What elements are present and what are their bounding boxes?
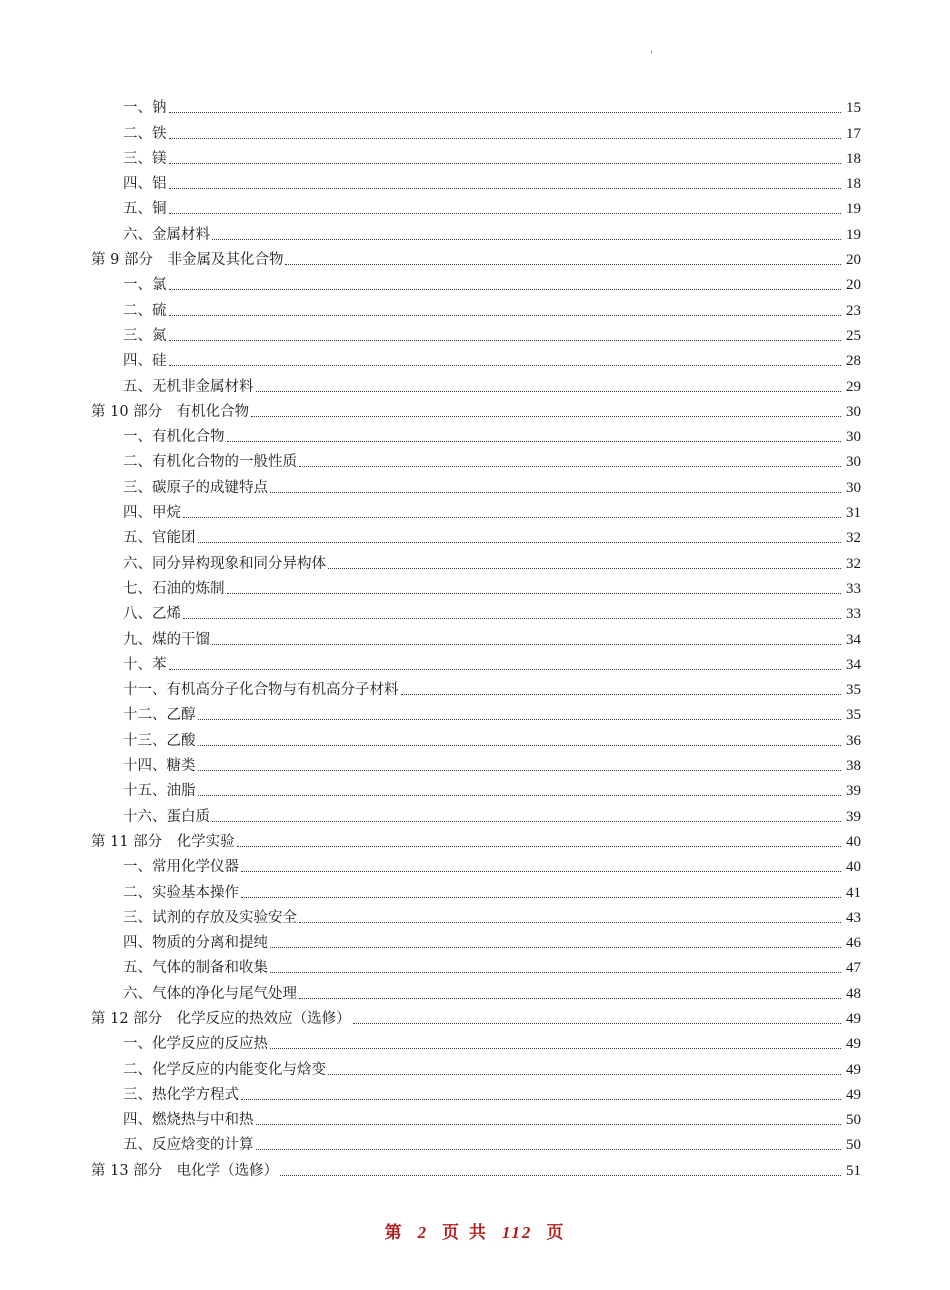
toc-entry-page-number: 29 <box>846 378 861 395</box>
toc-entry-label: 六、同分异构现象和同分异构体 <box>123 555 326 572</box>
toc-entry-page-number: 49 <box>846 1086 861 1103</box>
toc-entry-page-number: 30 <box>846 454 861 471</box>
toc-dot-leader <box>241 1099 841 1100</box>
toc-section-entry[interactable] <box>91 750 861 775</box>
toc-entry-page-number: 35 <box>846 682 861 699</box>
toc-section-entry[interactable] <box>91 370 861 395</box>
toc-dot-leader <box>227 593 842 594</box>
toc-dot-leader <box>227 441 842 442</box>
table-of-contents <box>91 92 861 1180</box>
toc-entry-page-number: 49 <box>846 1036 861 1053</box>
toc-entry-page-number: 40 <box>846 833 861 850</box>
toc-entry-page-number: 40 <box>846 859 861 876</box>
toc-dot-leader <box>198 795 842 796</box>
toc-entry-page-number: 25 <box>846 327 861 344</box>
toc-entry-label: 五、反应焓变的计算 <box>123 1137 254 1154</box>
toc-dot-leader <box>237 846 841 847</box>
toc-entry-label: 六、金属材料 <box>123 226 210 243</box>
footer-suffix: 页 <box>546 1223 566 1243</box>
toc-entry-page-number: 20 <box>846 277 861 294</box>
toc-entry-page-number: 47 <box>846 960 861 977</box>
toc-dot-leader <box>256 1124 842 1125</box>
toc-entry-label: 第 13 部分 电化学（选修） <box>91 1162 279 1179</box>
toc-section-entry[interactable] <box>91 775 861 800</box>
toc-section-entry[interactable] <box>91 471 861 496</box>
toc-dot-leader <box>212 644 841 645</box>
toc-dot-leader <box>198 542 842 543</box>
toc-section-entry[interactable] <box>91 320 861 345</box>
toc-entry-label: 五、铜 <box>123 201 167 218</box>
footer-total-pages: 112 <box>501 1223 533 1242</box>
toc-dot-leader <box>270 972 841 973</box>
toc-dot-leader <box>183 618 841 619</box>
toc-entry-page-number: 31 <box>846 505 861 522</box>
toc-dot-leader <box>299 922 841 923</box>
toc-entry-label: 四、甲烷 <box>123 505 181 522</box>
toc-entry-label: 二、铁 <box>123 125 167 142</box>
toc-section-entry[interactable] <box>91 724 861 749</box>
toc-section-entry[interactable] <box>91 522 861 547</box>
toc-entry-label: 三、镁 <box>123 150 167 167</box>
toc-entry-label: 八、乙烯 <box>123 606 181 623</box>
toc-entry-label: 五、无机非金属材料 <box>123 378 254 395</box>
toc-entry-label: 一、化学反应的反应热 <box>123 1036 268 1053</box>
toc-entry-label: 一、钠 <box>123 100 167 117</box>
toc-entry-page-number: 51 <box>846 1162 861 1179</box>
toc-entry-page-number: 41 <box>846 884 861 901</box>
toc-entry-page-number: 20 <box>846 252 861 269</box>
toc-section-entry[interactable] <box>91 193 861 218</box>
toc-entry-label: 二、硫 <box>123 302 167 319</box>
toc-section-entry[interactable] <box>91 952 861 977</box>
toc-dot-leader <box>169 213 842 214</box>
toc-section-entry[interactable] <box>91 623 861 648</box>
toc-section-entry[interactable] <box>91 1079 861 1104</box>
toc-dot-leader <box>169 365 842 366</box>
toc-entry-label: 四、物质的分离和提纯 <box>123 935 268 952</box>
toc-dot-leader <box>169 188 842 189</box>
toc-dot-leader <box>212 821 841 822</box>
toc-entry-label: 六、气体的净化与尾气处理 <box>123 985 297 1002</box>
toc-entry-page-number: 30 <box>846 479 861 496</box>
toc-section-entry[interactable] <box>91 143 861 168</box>
toc-entry-page-number: 50 <box>846 1137 861 1154</box>
toc-dot-leader <box>328 568 841 569</box>
toc-entry-page-number: 23 <box>846 302 861 319</box>
toc-section-entry[interactable] <box>91 573 861 598</box>
toc-section-entry[interactable] <box>91 1028 861 1053</box>
toc-section-entry[interactable] <box>91 927 861 952</box>
toc-chapter-entry[interactable] <box>91 244 861 269</box>
toc-section-entry[interactable] <box>91 446 861 471</box>
toc-chapter-entry[interactable] <box>91 1003 861 1028</box>
toc-entry-label: 十五、油脂 <box>123 783 196 800</box>
toc-section-entry[interactable] <box>91 345 861 370</box>
toc-section-entry[interactable] <box>91 699 861 724</box>
toc-section-entry[interactable] <box>91 977 861 1002</box>
toc-entry-label: 七、石油的炼制 <box>123 580 225 597</box>
toc-chapter-entry[interactable] <box>91 396 861 421</box>
toc-dot-leader <box>198 770 842 771</box>
toc-entry-label: 五、气体的制备和收集 <box>123 960 268 977</box>
toc-dot-leader <box>169 112 842 113</box>
toc-section-entry[interactable] <box>91 421 861 446</box>
toc-dot-leader <box>169 340 842 341</box>
toc-entry-page-number: 33 <box>846 580 861 597</box>
toc-entry-page-number: 49 <box>846 1010 861 1027</box>
toc-section-entry[interactable] <box>91 168 861 193</box>
toc-entry-label: 三、热化学方程式 <box>123 1086 239 1103</box>
toc-dot-leader <box>299 998 841 999</box>
toc-entry-label: 一、氯 <box>123 277 167 294</box>
toc-dot-leader <box>169 138 842 139</box>
toc-entry-page-number: 39 <box>846 808 861 825</box>
toc-entry-label: 三、碳原子的成键特点 <box>123 479 268 496</box>
toc-entry-label: 四、硅 <box>123 353 167 370</box>
toc-entry-page-number: 19 <box>846 201 861 218</box>
toc-entry-page-number: 43 <box>846 909 861 926</box>
toc-dot-leader <box>212 239 841 240</box>
footer-mid: 页 共 <box>442 1223 488 1243</box>
toc-entry-page-number: 35 <box>846 707 861 724</box>
toc-dot-leader <box>256 391 842 392</box>
toc-entry-label: 十六、蛋白质 <box>123 808 210 825</box>
toc-entry-label: 五、官能团 <box>123 530 196 547</box>
toc-entry-page-number: 28 <box>846 353 861 370</box>
toc-entry-page-number: 19 <box>846 226 861 243</box>
toc-entry-label: 第 11 部分 化学实验 <box>91 833 235 850</box>
toc-entry-page-number: 18 <box>846 176 861 193</box>
toc-section-entry[interactable] <box>91 1053 861 1078</box>
toc-entry-page-number: 34 <box>846 656 861 673</box>
toc-dot-leader <box>169 669 842 670</box>
toc-dot-leader <box>280 1175 841 1176</box>
toc-entry-label: 十四、糖类 <box>123 758 196 775</box>
toc-dot-leader <box>270 492 841 493</box>
toc-dot-leader <box>169 289 842 290</box>
toc-entry-page-number: 36 <box>846 732 861 749</box>
toc-entry-page-number: 32 <box>846 530 861 547</box>
toc-entry-page-number: 49 <box>846 1061 861 1078</box>
toc-entry-label: 第 9 部分 非金属及其化合物 <box>91 252 284 269</box>
footer-prefix: 第 <box>384 1223 404 1243</box>
toc-dot-leader <box>169 163 842 164</box>
toc-section-entry[interactable] <box>91 1129 861 1154</box>
toc-entry-label: 二、有机化合物的一般性质 <box>123 454 297 471</box>
toc-section-entry[interactable] <box>91 294 861 319</box>
toc-entry-label: 一、有机化合物 <box>123 429 225 446</box>
toc-dot-leader <box>256 1149 842 1150</box>
toc-entry-page-number: 38 <box>846 758 861 775</box>
toc-dot-leader <box>328 1074 841 1075</box>
toc-section-entry[interactable] <box>91 218 861 243</box>
toc-dot-leader <box>353 1023 841 1024</box>
toc-section-entry[interactable] <box>91 117 861 142</box>
toc-dot-leader <box>270 947 841 948</box>
toc-chapter-entry[interactable] <box>91 826 861 851</box>
toc-chapter-entry[interactable] <box>91 1154 861 1179</box>
toc-entry-page-number: 34 <box>846 631 861 648</box>
toc-section-entry[interactable] <box>91 800 861 825</box>
toc-dot-leader <box>241 871 841 872</box>
toc-entry-label: 十、苯 <box>123 656 167 673</box>
toc-entry-page-number: 30 <box>846 429 861 446</box>
toc-entry-label: 十三、乙酸 <box>123 732 196 749</box>
toc-entry-page-number: 50 <box>846 1112 861 1129</box>
toc-entry-label: 三、氮 <box>123 327 167 344</box>
toc-entry-label: 四、燃烧热与中和热 <box>123 1112 254 1129</box>
toc-dot-leader <box>198 745 842 746</box>
toc-section-entry[interactable] <box>91 1104 861 1129</box>
toc-section-entry[interactable] <box>91 497 861 522</box>
toc-section-entry[interactable] <box>91 649 861 674</box>
toc-entry-label: 二、实验基本操作 <box>123 884 239 901</box>
toc-dot-leader <box>169 315 842 316</box>
header-mark: ' <box>650 50 653 61</box>
toc-entry-page-number: 18 <box>846 150 861 167</box>
toc-section-entry[interactable] <box>91 598 861 623</box>
toc-entry-label: 第 12 部分 化学反应的热效应（选修） <box>91 1010 351 1027</box>
toc-entry-label: 九、煤的干馏 <box>123 631 210 648</box>
toc-entry-page-number: 46 <box>846 935 861 952</box>
toc-dot-leader <box>198 719 842 720</box>
toc-dot-leader <box>285 264 841 265</box>
toc-section-entry[interactable] <box>91 547 861 572</box>
toc-dot-leader <box>401 694 842 695</box>
toc-dot-leader <box>270 1048 841 1049</box>
toc-entry-page-number: 15 <box>846 100 861 117</box>
toc-entry-page-number: 30 <box>846 403 861 420</box>
toc-dot-leader <box>241 897 841 898</box>
toc-section-entry[interactable] <box>91 851 861 876</box>
toc-section-entry[interactable] <box>91 269 861 294</box>
page-footer <box>0 1218 950 1243</box>
toc-entry-label: 一、常用化学仪器 <box>123 859 239 876</box>
toc-entry-page-number: 32 <box>846 555 861 572</box>
toc-section-entry[interactable] <box>91 92 861 117</box>
toc-dot-leader <box>183 517 841 518</box>
toc-entry-page-number: 39 <box>846 783 861 800</box>
toc-entry-label: 十一、有机高分子化合物与有机高分子材料 <box>123 682 399 699</box>
footer-current-page: 2 <box>417 1223 429 1242</box>
toc-entry-label: 二、化学反应的内能变化与焓变 <box>123 1061 326 1078</box>
toc-section-entry[interactable] <box>91 674 861 699</box>
toc-section-entry[interactable] <box>91 902 861 927</box>
toc-entry-page-number: 48 <box>846 985 861 1002</box>
toc-entry-label: 三、试剂的存放及实验安全 <box>123 909 297 926</box>
toc-entry-label: 十二、乙醇 <box>123 707 196 724</box>
toc-entry-label: 第 10 部分 有机化合物 <box>91 403 250 420</box>
toc-entry-page-number: 33 <box>846 606 861 623</box>
toc-entry-page-number: 17 <box>846 125 861 142</box>
toc-dot-leader <box>251 416 841 417</box>
toc-dot-leader <box>299 466 841 467</box>
toc-entry-label: 四、铝 <box>123 176 167 193</box>
toc-section-entry[interactable] <box>91 876 861 901</box>
